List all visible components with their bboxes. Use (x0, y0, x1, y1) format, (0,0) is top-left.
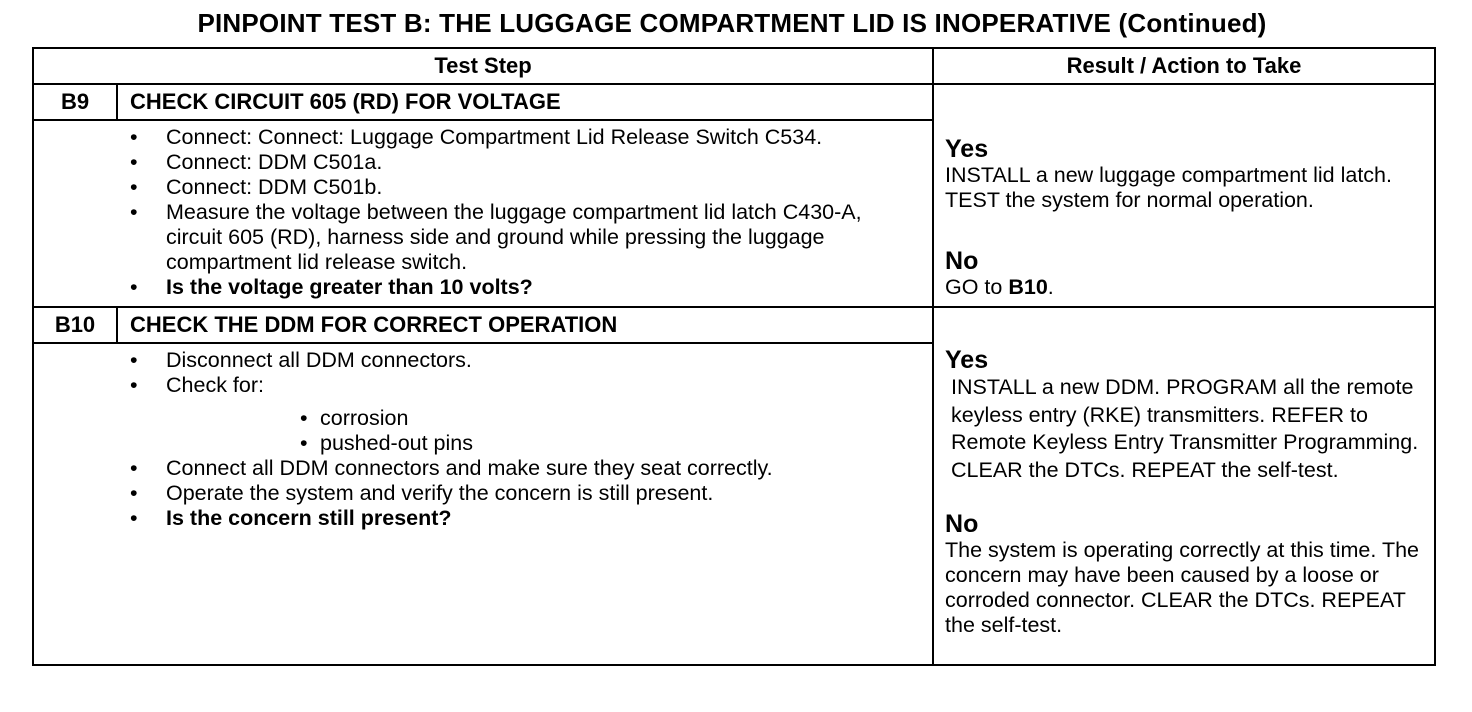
list-item (34, 481, 922, 506)
bullet-icon: • (130, 348, 138, 372)
test-step-header: Test Step (33, 48, 933, 84)
bullet-icon: • (300, 431, 308, 455)
yes-action-b10: INSTALL a new DDM. PROGRAM all the remote keyless entry (RKE) transmitters. REFER to Remote Keyless Entry Transmitter Programming. CLEAR the DTCs. REPEAT the self-test. (951, 375, 1419, 482)
no-action-b10: The system is operating correctly at this time. The concern may have been caused by a loose or corroded connector. CLEAR the DTCs. REPEAT the self-test. (945, 538, 1419, 637)
step-id-b9: B9 (33, 84, 117, 120)
bullet-icon: • (130, 275, 138, 299)
bullet-icon: • (130, 150, 138, 174)
step-b9-title-row (33, 84, 1435, 120)
yes-action-b9: INSTALL a new luggage compartment lid latch. TEST the system for normal operation. (945, 163, 1392, 212)
check-for-sublist (166, 406, 922, 456)
list-item-question: Is the concern still present? (166, 506, 452, 530)
list-item (34, 175, 922, 200)
step-id-b10: B10 (33, 307, 117, 343)
bullet-icon: • (130, 456, 138, 480)
list-item-text: Check for: (166, 373, 264, 397)
no-label-b9: No (945, 247, 979, 275)
sub-list-item-text: corrosion (320, 406, 409, 430)
no-label-b10: No (945, 510, 979, 538)
bullet-icon: • (130, 373, 138, 397)
list-item-text: Operate the system and verify the concern is still present. (166, 481, 714, 505)
table-header-row (33, 48, 1435, 84)
pinpoint-test-table (32, 47, 1436, 666)
yes-label-b9: Yes (945, 135, 989, 163)
yes-label-b10: Yes (945, 346, 989, 374)
list-item (34, 125, 922, 150)
step-b10-title-row (33, 307, 1435, 343)
bullet-icon: • (130, 481, 138, 505)
list-item-text: Connect: DDM C501a. (166, 150, 383, 174)
sub-list-item-text: pushed-out pins (320, 431, 473, 455)
list-item (34, 506, 922, 531)
step-b9-list (34, 125, 922, 300)
result-cell-b10 (933, 307, 1435, 665)
list-item (34, 200, 922, 275)
list-item-question: Is the voltage greater than 10 volts? (166, 275, 533, 299)
no-action-b9-text: GO to (945, 275, 1009, 299)
list-item-text: Connect: DDM C501b. (166, 175, 383, 199)
list-item (34, 373, 922, 456)
list-item-text: Connect: Connect: Luggage Compartment Lid Release Switch C534. (166, 125, 823, 149)
bullet-icon: • (130, 175, 138, 199)
no-action-b9-step-ref: B10 (1008, 275, 1048, 299)
list-item (34, 348, 922, 373)
result-cell-b9 (933, 84, 1435, 307)
list-item (34, 150, 922, 175)
no-action-b9 (945, 275, 1424, 300)
step-title-b10: CHECK THE DDM FOR CORRECT OPERATION (117, 307, 933, 343)
list-item-text: Measure the voltage between the luggage compartment lid latch C430-A, circuit 605 (RD), harness side and ground while pressing the luggage compartment lid release switch. (166, 200, 862, 274)
list-item (34, 456, 922, 481)
bullet-icon: • (130, 200, 138, 224)
list-item-text: Disconnect all DDM connectors. (166, 348, 472, 372)
sub-list-item (166, 406, 922, 431)
step-body-b10 (33, 343, 933, 665)
list-item (34, 275, 922, 300)
bullet-icon: • (130, 125, 138, 149)
bullet-icon: • (130, 506, 138, 530)
page-title: PINPOINT TEST B: THE LUGGAGE COMPARTMENT LID IS INOPERATIVE (Continued) (197, 8, 1267, 38)
step-body-b9 (33, 120, 933, 307)
sub-list-item (166, 431, 922, 456)
step-b10-list (34, 348, 922, 531)
result-header: Result / Action to Take (933, 48, 1435, 84)
no-action-b9-period: . (1047, 275, 1054, 299)
bullet-icon: • (300, 406, 308, 430)
list-item-text: Connect all DDM connectors and make sure they seat correctly. (166, 456, 773, 480)
step-title-b9: CHECK CIRCUIT 605 (RD) FOR VOLTAGE (117, 84, 933, 120)
